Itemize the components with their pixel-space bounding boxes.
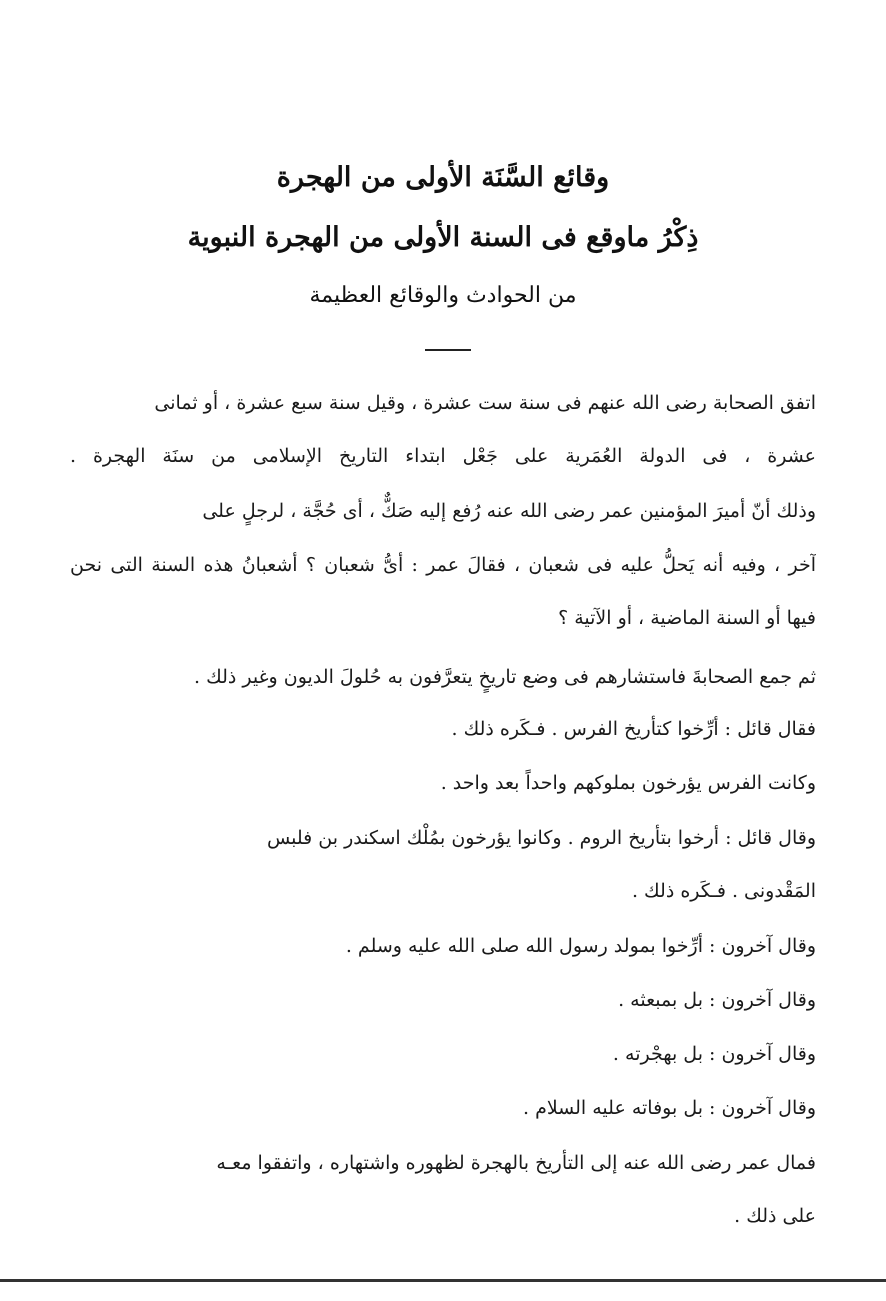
chapter-title: وقائع السَّنَة الأولى من الهجرة xyxy=(276,162,610,193)
text-line: وقال آخرون : بل بمبعثه . xyxy=(618,989,816,1011)
text-line: فقال قائل : أرِّخوا كتأريخ الفرس . فـكَره ذلك . xyxy=(451,718,816,740)
title-divider xyxy=(425,349,471,351)
text-line: وقال آخرون : بل بهجْرته . xyxy=(612,1043,816,1065)
text-line: وقال آخرون : أرِّخوا بمولد رسول الله صلى الله عليه وسلم . xyxy=(345,935,816,957)
text-line: فيها أو السنة الماضية ، أو الآتية ؟ xyxy=(558,607,816,629)
chapter-subsubtitle: من الحوادث والوقائع العظيمة xyxy=(309,283,577,308)
text-line: وقال آخرون : بل بوفاته عليه السلام . xyxy=(523,1097,816,1119)
text-line: اتفق الصحابة رضى الله عنهم فى سنة ست عشرة ، وقيل سنة سبع عشرة ، أو ثمانى xyxy=(154,392,816,414)
text-line: وكانت الفرس يؤرخون بملوكهم واحداً بعد واحد . xyxy=(440,772,816,794)
page-bottom-border xyxy=(0,1279,886,1282)
text-line: فمال عمر رضى الله عنه إلى التأريخ بالهجرة لظهوره واشتهاره ، واتفقوا معـه xyxy=(216,1152,816,1174)
text-line: على ذلك . xyxy=(734,1205,816,1227)
text-line: عشرة ، فى الدولة العُمَرية على جَعْل ابتداء التاريخ الإسلامى من سنَة الهجرة . xyxy=(70,445,816,467)
text-line: آخر ، وفيه أنه يَحلُّ عليه فى شعبان ، فقالَ عمر : أىُّ شعبان ؟ أشعبانُ هذه السنة التى نحن xyxy=(70,554,816,576)
text-line: وذلك أنّ أميرَ المؤمنين عمر رضى الله عنه رُفع إليه صَكٌّ ، أى حُجَّة ، لرجلٍ على xyxy=(202,500,816,522)
text-line: وقال قائل : أرخوا بتأريخ الروم . وكانوا يؤرخون بمُلْك اسكندر بن فلبس xyxy=(266,827,816,849)
chapter-subtitle: ذِكْرُ ماوقع فى السنة الأولى من الهجرة النبوية xyxy=(187,222,699,253)
text-line: المَقْدونى . فـكَره ذلك . xyxy=(631,880,816,902)
text-line: ثم جمع الصحابةَ فاستشارهم فى وضع تاريخٍ يتعرَّفون به حُلولَ الديون وغير ذلك . xyxy=(194,666,816,688)
